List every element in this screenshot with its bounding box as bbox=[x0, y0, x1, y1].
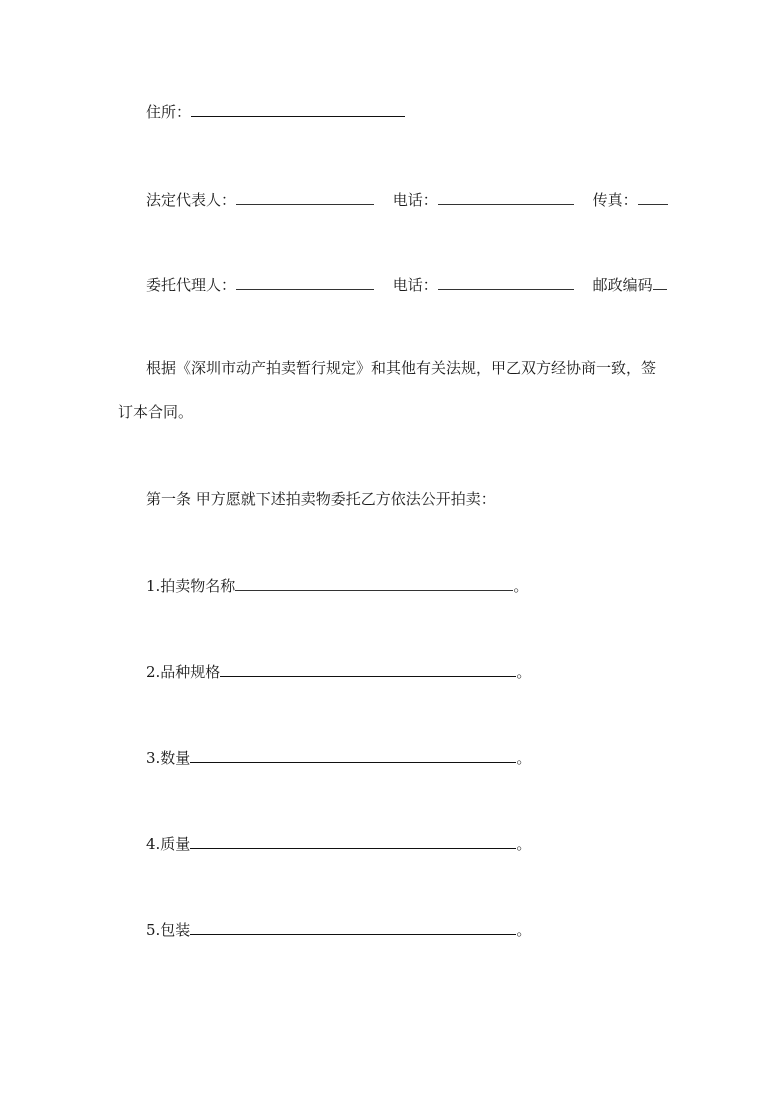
address-blank[interactable] bbox=[191, 100, 405, 117]
legal-rep-row bbox=[146, 188, 668, 210]
address-label: 住所： bbox=[146, 103, 192, 121]
item-name-blank[interactable] bbox=[235, 574, 513, 591]
intro-line-2: 订本合同。 bbox=[118, 403, 194, 421]
item-quality-end: 。 bbox=[516, 835, 532, 853]
agent-phone-blank[interactable] bbox=[438, 273, 574, 290]
agent-label: 委托代理人： bbox=[146, 276, 237, 294]
item-quantity-end: 。 bbox=[516, 749, 532, 767]
item-packaging-label: 5.包装 bbox=[146, 921, 191, 939]
legal-rep-phone-blank[interactable] bbox=[438, 188, 574, 205]
item-quantity-blank[interactable] bbox=[190, 746, 516, 763]
item-packaging-row bbox=[146, 918, 531, 940]
item-name-end: 。 bbox=[513, 577, 529, 595]
agent-postcode-label: 邮政编码 bbox=[592, 276, 653, 294]
agent-phone-label: 电话： bbox=[392, 276, 438, 294]
item-spec-label: 2.品种规格 bbox=[146, 663, 221, 681]
legal-rep-label: 法定代表人： bbox=[146, 191, 237, 209]
item-spec-end: 。 bbox=[516, 663, 532, 681]
item-name-label: 1.拍卖物名称 bbox=[146, 577, 236, 595]
item-name-row bbox=[146, 574, 528, 596]
item-quality-label: 4.质量 bbox=[146, 835, 191, 853]
address-row bbox=[146, 100, 405, 122]
item-quantity-label: 3.数量 bbox=[146, 749, 191, 767]
item-quality-row bbox=[146, 832, 531, 854]
legal-rep-fax-label: 传真： bbox=[592, 191, 638, 209]
agent-postcode-blank[interactable] bbox=[653, 273, 667, 290]
agent-blank[interactable] bbox=[236, 273, 374, 290]
item-quantity-row bbox=[146, 746, 531, 768]
legal-rep-blank[interactable] bbox=[236, 188, 374, 205]
item-packaging-blank[interactable] bbox=[190, 918, 516, 935]
item-packaging-end: 。 bbox=[516, 921, 532, 939]
item-spec-blank[interactable] bbox=[220, 660, 516, 677]
agent-row bbox=[146, 273, 667, 295]
item-spec-row bbox=[146, 660, 531, 682]
intro-line-1: 根据《深圳市动产拍卖暂行规定》和其他有关法规，甲乙双方经协商一致，签 bbox=[146, 359, 657, 377]
article-1-heading: 第一条 甲方愿就下述拍卖物委托乙方依法公开拍卖： bbox=[146, 490, 496, 508]
legal-rep-fax-blank[interactable] bbox=[638, 188, 668, 205]
item-quality-blank[interactable] bbox=[190, 832, 516, 849]
legal-rep-phone-label: 电话： bbox=[392, 191, 438, 209]
